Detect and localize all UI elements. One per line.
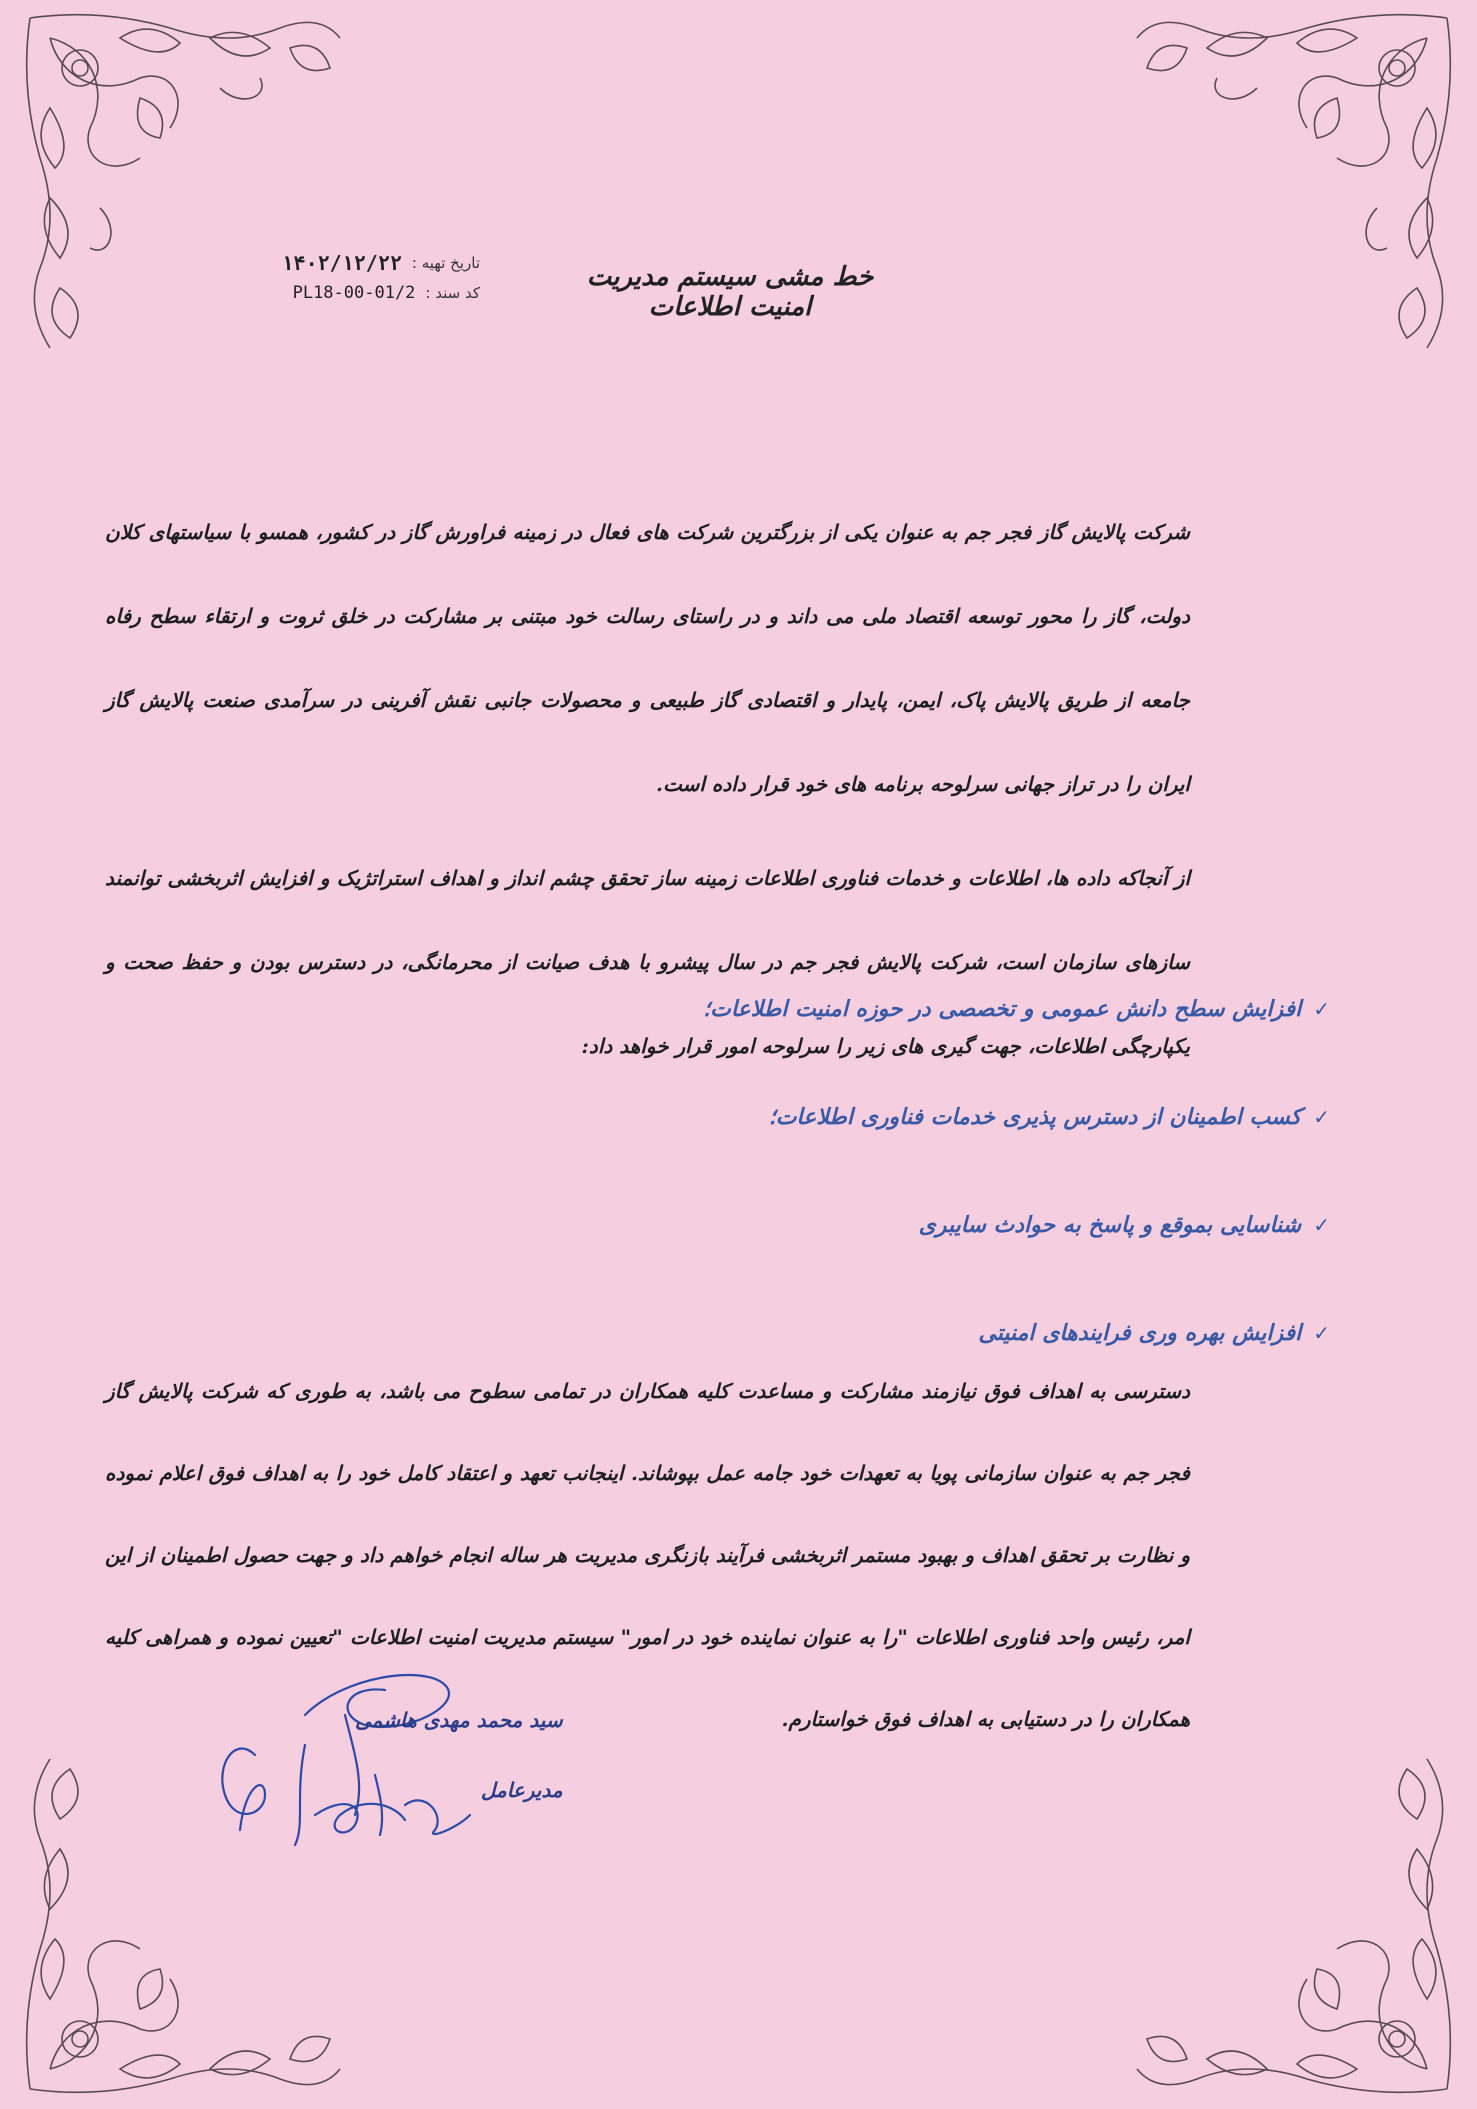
- paragraph-mission: شرکت پالایش گاز فجر جم به عنوان یکی از بزرگترین شرکت های فعال در زمینه فراورش گاز در کشور، همسو با سیاستهای کلان دولت، گاز را محور توسعه اقتصاد ملی می داند و در راستای رسالت خود مبتنی بر مشارکت در خلق ثروت و ارتقاء سطح رفاه جامعه از طریق پالایش پاک، ایمن، پایدار و اقتصادی گاز طبیعی و محصولات جانبی نقش آفرینی در سرآمدی صنعت پالایش گاز ایران را در تراز جهانی سرلوحه برنامه های خود قرار داده است.: [105, 520, 1191, 796]
- date-row: [200, 248, 480, 278]
- list-item: [220, 1063, 1330, 1171]
- corner-ornament-bottom-right: [1127, 1739, 1457, 2099]
- list-item: [220, 955, 1330, 1063]
- goals-list: [220, 955, 1330, 1387]
- check-icon: ✓: [1313, 1105, 1330, 1129]
- corner-ornament-top-right: [1127, 8, 1457, 368]
- paragraph-objectives: از آنجاکه داده ها، اطلاعات و خدمات فناوری اطلاعات زمینه ساز تحقق چشم انداز و اهداف استراتژیک و افزایش اثربخشی توانمند سازهای سازمان است، شرکت پالایش فجر جم در سال پیشرو با هدف صیانت از محرمانگی، در دسترس بودن و حفظ صحت و یکپارچگی اطلاعات، جهت گیری های زیر را سرلوحه امور قرار خواهد داد:: [105, 866, 1190, 1058]
- check-icon: ✓: [1313, 997, 1330, 1021]
- document-title: خط مشی سیستم مدیریت امنیت اطلاعات: [586, 262, 874, 322]
- signer-block: [355, 1685, 563, 1825]
- corner-ornament-top-left: [20, 8, 350, 368]
- document-meta: [200, 248, 480, 308]
- code-row: [200, 278, 480, 308]
- check-icon: ✓: [1313, 1213, 1330, 1237]
- goal-text: شناسایی بموقع و پاسخ به حوادث سایبری: [918, 1212, 1302, 1238]
- date-label: تاریخ تهیه :: [411, 254, 480, 272]
- signer-name: سید محمد مهدی هاشمی: [355, 1708, 563, 1732]
- goal-text: کسب اطمینان از دسترس پذیری خدمات فناوری اطلاعات؛: [768, 1104, 1302, 1130]
- goal-text: افزایش سطح دانش عمومی و تخصصی در حوزه امنیت اطلاعات؛: [703, 996, 1302, 1022]
- code-label: کد سند :: [425, 284, 480, 302]
- list-item: [220, 1171, 1330, 1279]
- paragraph-closing: دسترسی به اهداف فوق نیازمند مشارکت و مساعدت کلیه همکاران در تمامی سطوح می باشد، به طوری که شرکت پالایش گاز فجر جم به عنوان سازمانی پویا به تعهدات خود جامه عمل بپوشاند. اینجانب تعهد و اعتقاد کامل خود را به اهداف فوق اعلام نموده و نظارت بر تحقق اهداف و بهبود مستمر اثربخشی فرآیند بازنگری مدیریت هر ساله انجام خواهم داد و جهت حصول اطمینان از این امر، رئیس واحد فناوری اطلاعات "را به عنوان نماینده خود در امور" سیستم مدیریت امنیت اطلاعات "تعیین نموده و همراهی کلیه همکاران را در دستیابی به اهداف فوق خواستارم.: [105, 1379, 1190, 1731]
- date-value: ۱۴۰۲/۱۲/۲۲: [281, 251, 402, 275]
- check-icon: ✓: [1313, 1321, 1330, 1345]
- signer-role: مدیرعامل: [480, 1778, 563, 1802]
- code-value: PL18-00-01/2: [292, 283, 416, 303]
- goal-text: افزایش بهره وری فرایندهای امنیتی: [978, 1320, 1302, 1346]
